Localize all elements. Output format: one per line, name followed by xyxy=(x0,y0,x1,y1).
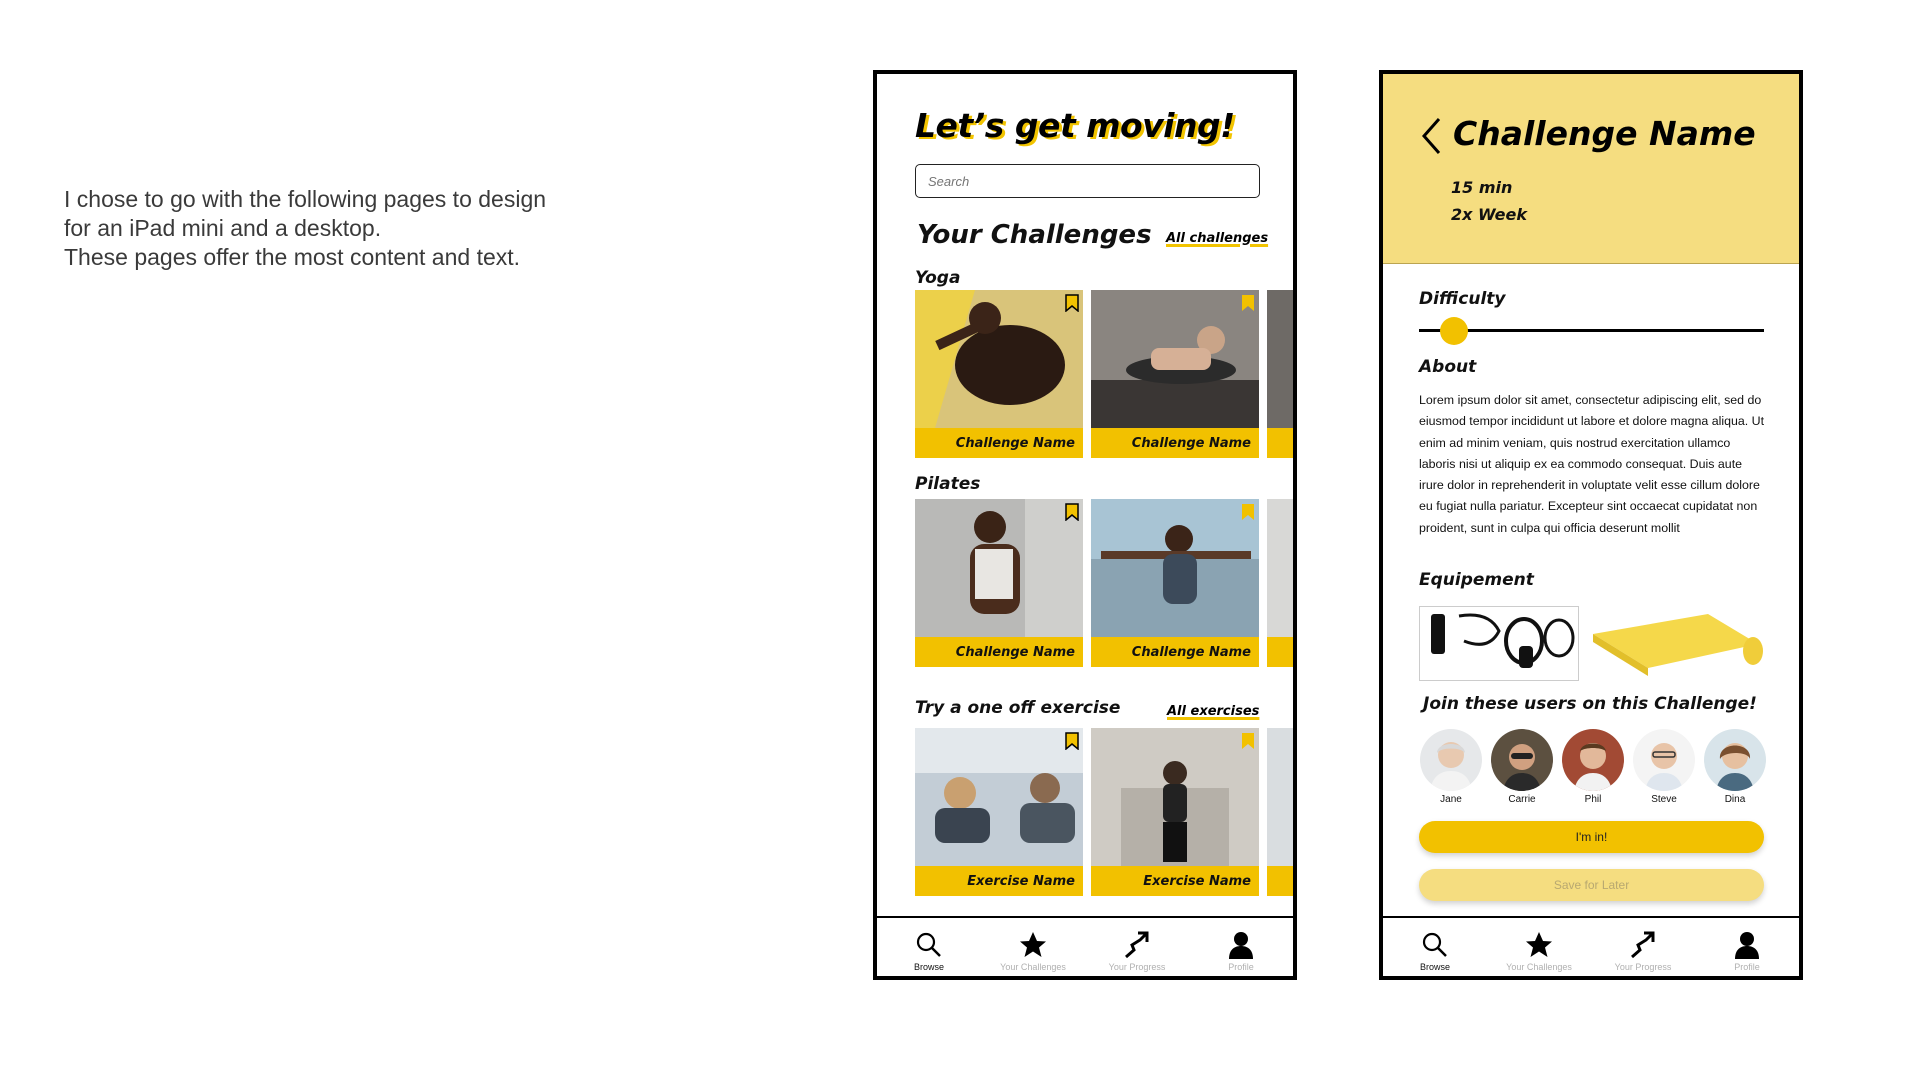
user-avatar-list xyxy=(1419,729,1767,805)
nav-profile[interactable] xyxy=(1695,918,1799,976)
exercise-card[interactable] xyxy=(915,728,1083,896)
section-heading-exercise: Try a one off exercise xyxy=(915,698,1121,718)
bottom-nav xyxy=(877,916,1293,976)
page-title: Let’s get moving! xyxy=(915,106,1235,145)
card-photo xyxy=(1267,499,1297,637)
bookmark-icon[interactable] xyxy=(1065,294,1079,312)
progress-arrow-icon xyxy=(1122,930,1152,960)
user-name: Carrie xyxy=(1508,794,1536,805)
nav-label: Your Challenges xyxy=(1506,962,1572,972)
back-chevron-icon[interactable] xyxy=(1419,116,1443,156)
challenge-detail-screen xyxy=(1379,70,1803,980)
challenge-card[interactable] xyxy=(915,499,1083,667)
bookmark-icon[interactable] xyxy=(1241,294,1255,312)
all-challenges-link[interactable]: All challenges xyxy=(1166,231,1269,246)
nav-your-progress[interactable] xyxy=(1085,918,1189,976)
progress-arrow-icon xyxy=(1628,930,1658,960)
nav-your-challenges[interactable] xyxy=(1487,918,1591,976)
challenge-card[interactable] xyxy=(915,290,1083,458)
difficulty-slider-thumb[interactable] xyxy=(1440,317,1468,345)
card-label-strip xyxy=(1267,428,1297,458)
bookmark-icon[interactable] xyxy=(1065,503,1079,521)
equipment-label: Equipement xyxy=(1419,570,1534,590)
star-icon xyxy=(1524,930,1554,960)
stairs-photo xyxy=(1091,728,1259,866)
search-icon xyxy=(914,930,944,960)
duration: 15 min xyxy=(1451,178,1513,197)
user-name: Dina xyxy=(1724,794,1746,805)
save-for-later-button[interactable]: Save for Later xyxy=(1419,869,1764,901)
nav-your-challenges[interactable] xyxy=(981,918,1085,976)
about-text: Lorem ipsum dolor sit amet, consectetur adipiscing elit, sed do eiusmod tempor incididunt ut labore et dolore magna aliqua. Ut enim ad minim veniam, quis nostrud exercitation ullamco laboris nisi ut aliquip ex ea commodo consequat. Duis aute irure dolor in reprehenderit in voluptate velit esse cillum dolore eu fugiat nulla pariatur. Excepteur sint occaecat cupidatat non proident, sunt in culpa qui officia deserunt mollit xyxy=(1419,393,1765,535)
nav-browse[interactable] xyxy=(877,918,981,976)
avatar xyxy=(1562,729,1624,791)
card-label: Challenge Name xyxy=(915,428,1083,458)
frequency: 2x Week xyxy=(1451,205,1527,224)
user-avatar[interactable] xyxy=(1490,729,1554,805)
nav-label: Browse xyxy=(913,962,944,972)
intro-line: for an iPad mini and a desktop. xyxy=(64,215,382,241)
plank-photo xyxy=(1091,290,1259,428)
search-icon xyxy=(1420,930,1450,960)
card-label: Exercise Name xyxy=(1091,866,1259,896)
all-exercises-link[interactable]: All exercises xyxy=(1167,704,1260,719)
user-name: Phil xyxy=(1584,794,1602,805)
nav-label: Profile xyxy=(1734,962,1760,972)
card-photo xyxy=(1267,728,1297,866)
stretch-photo xyxy=(1091,499,1259,637)
user-avatar[interactable] xyxy=(1632,729,1696,805)
avatar xyxy=(1704,729,1766,791)
user-icon xyxy=(1226,930,1256,960)
difficulty-label: Difficulty xyxy=(1419,289,1506,309)
user-avatar[interactable] xyxy=(1561,729,1625,805)
card-label-strip xyxy=(1267,866,1297,896)
bottom-nav xyxy=(1383,916,1799,976)
nav-label: Your Progress xyxy=(1108,962,1166,972)
card-label-strip xyxy=(1267,637,1297,667)
im-in-button[interactable]: I'm in! xyxy=(1419,821,1764,853)
challenge-card[interactable] xyxy=(1091,290,1259,458)
bookmark-icon[interactable] xyxy=(1241,503,1255,521)
challenge-card[interactable] xyxy=(1091,499,1259,667)
difficulty-slider-track[interactable] xyxy=(1419,329,1764,332)
section-heading-yoga: Yoga xyxy=(915,268,961,288)
pilates-photo xyxy=(915,499,1083,637)
nav-label: Your Progress xyxy=(1614,962,1672,972)
yoga-mat-image xyxy=(1588,606,1763,681)
nav-label: Browse xyxy=(1419,962,1450,972)
card-label: Exercise Name xyxy=(915,866,1083,896)
detail-header xyxy=(1383,74,1799,264)
challenge-card-peek[interactable] xyxy=(1267,290,1297,458)
avatar xyxy=(1633,729,1695,791)
card-photo xyxy=(1267,290,1297,428)
avatar xyxy=(1420,729,1482,791)
section-heading-pilates: Pilates xyxy=(915,474,981,494)
card-label: Challenge Name xyxy=(1091,428,1259,458)
avatar xyxy=(1491,729,1553,791)
exercise-card[interactable] xyxy=(1091,728,1259,896)
plank-duo-photo xyxy=(915,728,1083,866)
intro-line: These pages offer the most content and text. xyxy=(64,244,521,270)
bookmark-icon[interactable] xyxy=(1241,732,1255,750)
nav-browse[interactable] xyxy=(1383,918,1487,976)
search-input[interactable] xyxy=(915,164,1260,198)
user-avatar[interactable] xyxy=(1703,729,1767,805)
exercise-card-peek[interactable] xyxy=(1267,728,1297,896)
nav-label: Your Challenges xyxy=(1000,962,1066,972)
nav-your-progress[interactable] xyxy=(1591,918,1695,976)
yoga-photo xyxy=(915,290,1083,428)
card-label: Challenge Name xyxy=(1091,637,1259,667)
browse-screen xyxy=(873,70,1297,980)
star-icon xyxy=(1018,930,1048,960)
join-users-heading: Join these users on this Challenge! xyxy=(1423,694,1757,714)
about-label: About xyxy=(1419,357,1477,377)
user-icon xyxy=(1732,930,1762,960)
intro-line: I chose to go with the following pages to design xyxy=(64,186,547,212)
user-name: Steve xyxy=(1651,794,1677,805)
resistance-straps-image xyxy=(1419,606,1579,681)
your-challenges-heading: Your Challenges xyxy=(917,220,1152,250)
card-label: Challenge Name xyxy=(915,637,1083,667)
user-avatar[interactable] xyxy=(1419,729,1483,805)
nav-profile[interactable] xyxy=(1189,918,1293,976)
challenge-title: Challenge Name xyxy=(1453,114,1756,153)
bookmark-icon[interactable] xyxy=(1065,732,1079,750)
user-name: Jane xyxy=(1440,794,1462,805)
intro-text xyxy=(64,185,624,272)
challenge-card-peek[interactable] xyxy=(1267,499,1297,667)
nav-label: Profile xyxy=(1228,962,1254,972)
